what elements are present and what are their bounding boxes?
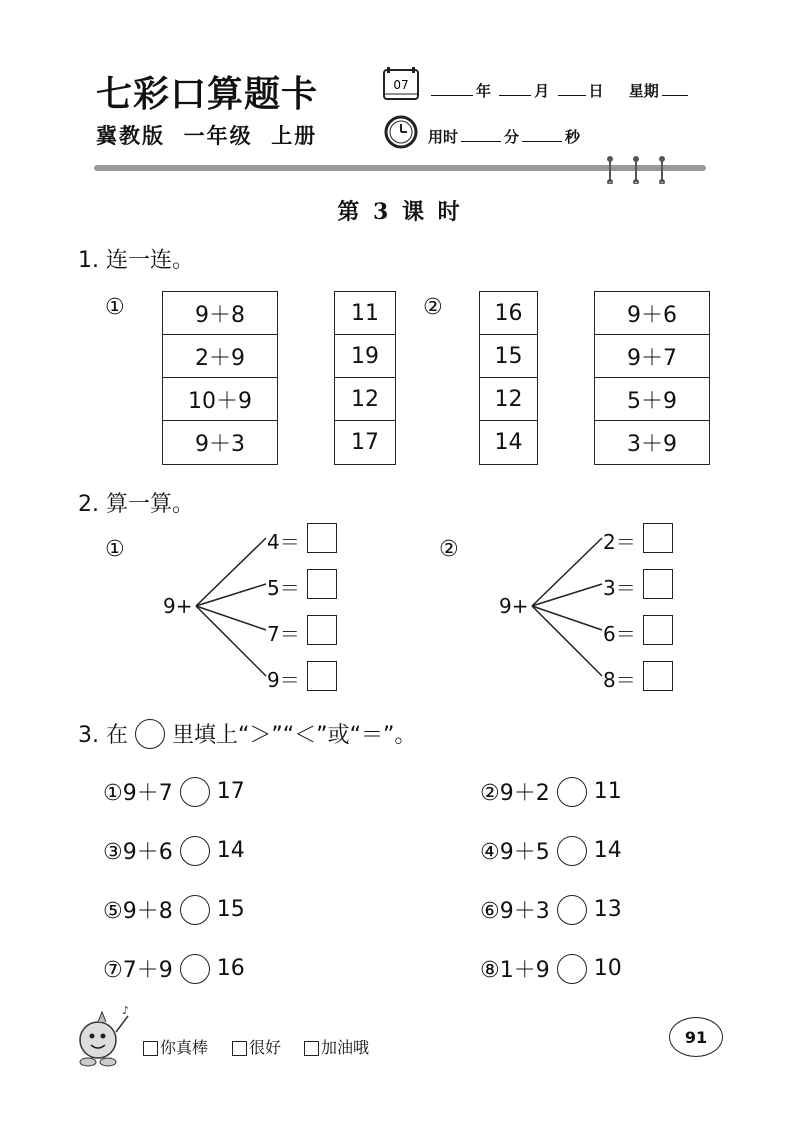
match-cell[interactable]: 17 <box>351 430 379 455</box>
match-cell[interactable]: 14 <box>494 430 523 455</box>
section1-title: 1. 连一连。 <box>78 248 194 273</box>
compare-item <box>103 835 245 866</box>
week-label: 星期 <box>628 82 659 100</box>
compare-value: 14 <box>216 838 245 863</box>
minutes-blank[interactable] <box>461 127 501 142</box>
compare-circle[interactable] <box>180 895 210 925</box>
compare-expression: ①9＋7 <box>103 781 173 806</box>
branch-item: 7＝ <box>267 622 300 646</box>
match-cell[interactable]: 16 <box>480 292 537 335</box>
branch-item: 9＝ <box>267 668 300 692</box>
branch-item: 8＝ <box>603 668 636 692</box>
branch-item: 6＝ <box>603 622 636 646</box>
compare-expression: ⑦7＋9 <box>103 958 173 983</box>
compare-item <box>103 894 245 925</box>
circle-symbol <box>135 719 165 749</box>
match-cell[interactable]: 10＋9 <box>163 378 277 421</box>
section1-part2-marker: ② <box>423 295 443 320</box>
compare-expression: ⑧1＋9 <box>480 958 550 983</box>
compare-item <box>480 953 622 984</box>
compare-value: 16 <box>216 956 245 981</box>
match-cell[interactable]: 12 <box>480 378 537 421</box>
calendar-icon <box>383 66 419 100</box>
minutes-label: 分 <box>504 128 520 146</box>
checkbox-keep-going[interactable] <box>304 1041 319 1056</box>
match-cell[interactable]: 9＋7 <box>595 335 709 378</box>
compare-value: 13 <box>593 897 622 922</box>
compare-expression: ②9＋2 <box>480 781 550 806</box>
compare-circle[interactable] <box>180 777 210 807</box>
compare-expression: ⑤9＋8 <box>103 899 173 924</box>
compare-item <box>480 835 622 866</box>
svg-text:♪: ♪ <box>122 1004 130 1017</box>
compare-value: 17 <box>216 779 245 804</box>
month-blank[interactable] <box>499 81 531 96</box>
checkbox-great[interactable] <box>143 1041 158 1056</box>
compare-circle[interactable] <box>557 895 587 925</box>
year-label: 年 <box>476 82 492 100</box>
match-cell[interactable]: 2＋9 <box>163 335 277 378</box>
match-cell[interactable]: 12 <box>335 378 395 421</box>
date-fill-line <box>428 80 691 101</box>
year-blank[interactable] <box>431 81 473 96</box>
day-label: 日 <box>588 82 604 100</box>
section1-part1-marker: ① <box>105 295 125 320</box>
section2-title: 2. 算一算。 <box>78 492 194 517</box>
compare-value: 11 <box>593 779 622 804</box>
match-column-c <box>479 291 538 465</box>
seconds-label: 秒 <box>565 128 581 146</box>
compare-item <box>103 776 245 807</box>
page-number: 91 <box>669 1017 723 1057</box>
compare-value: 15 <box>216 897 245 922</box>
section3-title <box>78 718 416 749</box>
branch-root-left: 9+ <box>163 594 193 618</box>
match-cell[interactable]: 9＋6 <box>595 292 709 335</box>
compare-value: 14 <box>593 838 622 863</box>
branch-item: 3＝ <box>603 576 636 600</box>
week-blank[interactable] <box>662 81 688 96</box>
month-label: 月 <box>534 82 550 100</box>
match-cell[interactable]: 9＋8 <box>163 292 277 335</box>
match-cell[interactable]: 3＋9 <box>627 432 677 457</box>
match-cell[interactable]: 15 <box>480 335 537 378</box>
brand-title: 七彩口算题卡 <box>96 74 319 115</box>
time-fill-line <box>428 126 580 147</box>
answer-box[interactable] <box>643 615 673 645</box>
rating-great[interactable] <box>143 1035 208 1058</box>
branch-lines-right <box>526 530 606 690</box>
match-column-b <box>334 291 396 465</box>
answer-box[interactable] <box>307 615 337 645</box>
compare-expression: ③9＋6 <box>103 840 173 865</box>
rating-good[interactable] <box>232 1035 281 1058</box>
answer-box[interactable] <box>307 523 337 553</box>
section2-part2-marker: ② <box>439 537 459 562</box>
binder-clips-icon <box>600 156 680 184</box>
compare-circle[interactable] <box>180 954 210 984</box>
branch-root-right: 9+ <box>499 594 529 618</box>
compare-circle[interactable] <box>557 954 587 984</box>
match-column-d <box>594 291 710 465</box>
compare-circle[interactable] <box>557 836 587 866</box>
rating-keep-going-label: 加油哦 <box>321 1038 370 1057</box>
rating-keep-going[interactable] <box>304 1035 369 1058</box>
compare-value: 10 <box>593 956 622 981</box>
lesson-title: 第 3 课 时 <box>337 199 463 225</box>
compare-item <box>480 776 622 807</box>
edition-subtitle: 冀教版 一年级 上册 <box>96 124 318 148</box>
day-blank[interactable] <box>558 81 586 96</box>
match-cell[interactable]: 11 <box>335 292 395 335</box>
branch-item: 2＝ <box>603 530 636 554</box>
section3-title-suffix: 里填上“＞”“＜”或“＝”。 <box>171 723 417 748</box>
rating-good-label: 很好 <box>249 1038 282 1057</box>
answer-box[interactable] <box>643 569 673 599</box>
branch-lines-left <box>190 530 270 690</box>
compare-item <box>103 953 245 984</box>
section2-part1-marker: ① <box>105 537 125 562</box>
branch-item: 5＝ <box>267 576 300 600</box>
clock-icon <box>383 114 419 150</box>
calendar-number: 07 <box>393 78 409 92</box>
compare-expression: ④9＋5 <box>480 840 550 865</box>
compare-circle[interactable] <box>180 836 210 866</box>
match-cell[interactable]: 19 <box>335 335 395 378</box>
section3-title-prefix: 3. 在 <box>78 723 128 748</box>
rating-great-label: 你真棒 <box>160 1038 209 1057</box>
seconds-blank[interactable] <box>522 127 562 142</box>
match-cell[interactable]: 5＋9 <box>595 378 709 421</box>
time-label: 用时 <box>428 128 459 146</box>
answer-box[interactable] <box>307 661 337 691</box>
answer-box[interactable] <box>307 569 337 599</box>
compare-expression: ⑥9＋3 <box>480 899 550 924</box>
answer-box[interactable] <box>643 523 673 553</box>
branch-item: 4＝ <box>267 530 300 554</box>
compare-circle[interactable] <box>557 777 587 807</box>
checkbox-good[interactable] <box>232 1041 247 1056</box>
answer-box[interactable] <box>643 661 673 691</box>
mascot-icon <box>70 1002 138 1070</box>
match-cell[interactable]: 9＋3 <box>195 432 245 457</box>
compare-item <box>480 894 622 925</box>
match-column-a <box>162 291 278 465</box>
